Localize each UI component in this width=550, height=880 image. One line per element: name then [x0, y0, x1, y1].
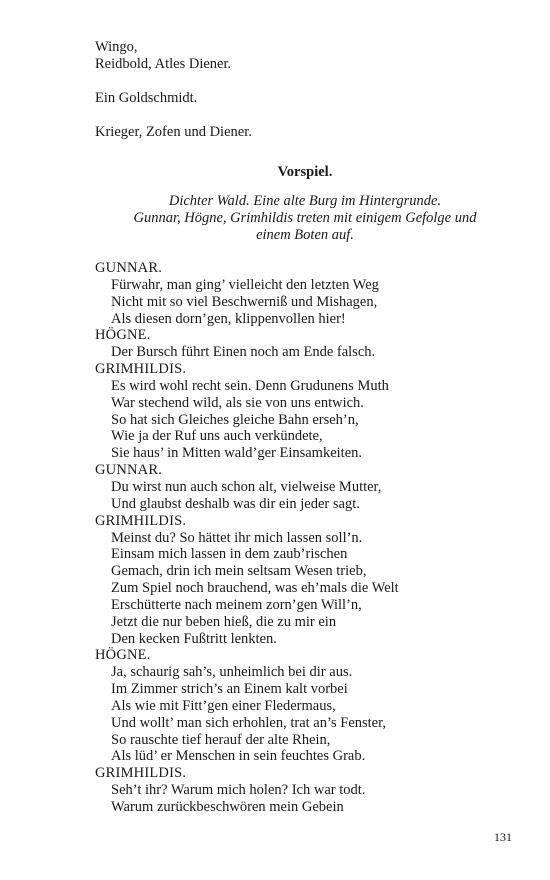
stage-direction	[95, 193, 515, 244]
verse-line: Jetzt die nur beben hieß, die zu mir ein	[111, 613, 337, 630]
verse-line: Sie haus’ in Mitten wald’ger Einsamkeiten.	[111, 445, 363, 462]
verse-line: Wie ja der Ruf uns auch verkündete,	[111, 428, 323, 445]
cast-line: Reidbold, Atles Diener.	[95, 56, 232, 72]
verse-line: Als lüd’ er Menschen in sein feuchtes Grab.	[111, 748, 366, 765]
section-heading: Vorspiel.	[277, 164, 333, 180]
verse-line: Erschütterte nach meinem zorn’gen Will’n,	[111, 596, 362, 613]
cast-list	[95, 39, 515, 158]
verse-line: Und wollt’ man sich erhohlen, trat an’s Fenster,	[111, 714, 386, 731]
verse-line: Den kecken Fußtritt lenkten.	[111, 630, 277, 647]
verse-line: Ja, schaurig sah’s, unheimlich bei dir aus.	[111, 664, 353, 681]
verse-line: Einsam mich lassen in dem zaub’rischen	[111, 546, 348, 563]
verse-line: Im Zimmer strich’s an Einem kalt vorbei	[111, 681, 348, 698]
verse-line: Und glaubst deshalb was dir ein jeder sagt.	[111, 495, 360, 512]
verse-line: So rauschte tief herauf der alte Rhein,	[111, 731, 331, 748]
stage-direction-line: Gunnar, Högne, Grimhildis treten mit einigem Gefolge und	[133, 210, 477, 226]
verse-line: Seh’t ihr? Warum mich holen? Ich war todt.	[111, 782, 366, 799]
speaker-name: HÖGNE.	[95, 327, 151, 344]
stage-direction-line: Dichter Wald. Eine alte Burg im Hintergrunde.	[168, 193, 442, 209]
verse-line: Zum Spiel noch brauchend, was eh’mals die Welt	[111, 580, 399, 597]
cast-line: Wingo,	[95, 39, 138, 55]
speaker-name: GUNNAR.	[95, 260, 163, 276]
dialogue-block	[95, 260, 525, 816]
verse-line: Warum zurückbeschwören mein Gebein	[111, 799, 344, 815]
cast-group	[95, 39, 515, 73]
verse-line: War stechend wild, als sie von uns entwich.	[111, 394, 364, 411]
speaker-name: HÖGNE.	[95, 647, 151, 664]
verse-line: Du wirst nun auch schon alt, vielweise Mutter,	[111, 478, 382, 495]
cast-line: Krieger, Zofen und Diener.	[95, 124, 252, 140]
page-number: 131	[494, 830, 512, 844]
verse-line: So hat sich Gleiches gleiche Bahn erseh’n,	[111, 411, 359, 428]
cast-line: Ein Goldschmidt.	[95, 90, 198, 106]
verse-line: Gemach, drin ich mein seltsam Wesen trieb,	[111, 563, 367, 580]
verse-line: Als wie mit Fitt’gen einer Fledermaus,	[111, 697, 336, 714]
speaker-name: GRIMHILDIS.	[95, 361, 187, 378]
speaker-name: GUNNAR.	[95, 462, 163, 479]
verse-line: Meinst du? So hättet ihr mich lassen soll’n.	[111, 529, 363, 546]
verse-line: Der Bursch führt Einen noch am Ende falsch.	[111, 344, 376, 361]
speaker-name: GRIMHILDIS.	[95, 765, 187, 782]
speaker-name: GRIMHILDIS.	[95, 512, 187, 529]
cast-group	[95, 90, 515, 107]
verse-line: Fürwahr, man ging’ vielleicht den letzten Weg	[111, 276, 379, 293]
cast-group	[95, 124, 515, 141]
verse-line: Es wird wohl recht sein. Denn Grudunens Muth	[111, 377, 389, 394]
verse-line: Als diesen dorn’gen, klippenvollen hier!	[111, 310, 346, 327]
verse-line: Nicht mit so viel Beschwerniß und Mishagen,	[111, 293, 378, 310]
stage-direction-line: einem Boten auf.	[256, 227, 354, 243]
